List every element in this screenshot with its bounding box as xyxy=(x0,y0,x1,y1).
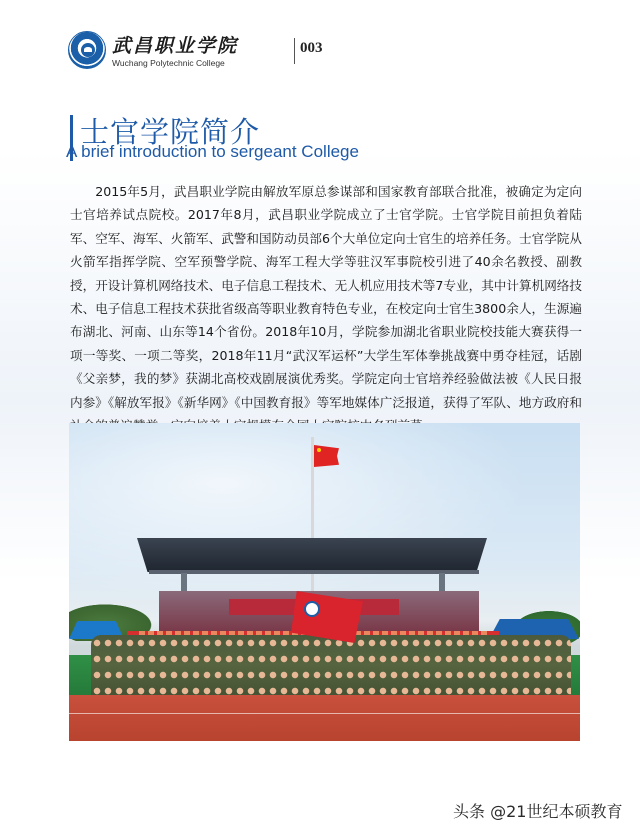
page-header xyxy=(68,30,348,74)
college-name-en: Wuchang Polytechnic College xyxy=(112,58,225,68)
intro-text xyxy=(70,180,582,437)
college-logo-icon xyxy=(68,31,106,69)
header-divider xyxy=(294,38,295,64)
grandstand-roof xyxy=(137,538,487,572)
group-photo xyxy=(69,423,580,741)
intro-paragraph: 2015年5月，武昌职业学院由解放军原总参谋部和国家教育部联合批准，被确定为定向士官培养试点院校。2017年8月，武昌职业学院成立了士官学院。士官学院目前担负着陆军、空军、海军、火箭军、武警和国防动员部6个大单位定向士官生的培养任务。士官学院从火箭军指挥学院、空军预警学院、海军工程大学等驻汉军事院校引进了40余名教授、副教授，开设计算机网络技术、电子信息工程技术、无人机应用技术等7专业，其中计算机网络技术、电子信息工程技术获批省级高等职业教育特色专业，在校定向士官生3800余人，生源遍布湖北、河南、山东等14个省份。2018年10月，学院参加湖北省职业院校技能大赛获得一项一等奖、一项二等奖，2018年11月“武汉军运杯”大学生军体拳挑战赛中勇夺桂冠，话剧《父亲梦，我的梦》获湖北高校戏剧展演优秀奖。学院定向士官培养经验做法被《人民日报内参》《解放军报》《新华网》《中国教育报》等军地媒体广泛报道，获得了军队、地方政府和 xyxy=(70,184,582,410)
photo-flagpole xyxy=(311,437,314,609)
section-title-cn: 士官学院简介 xyxy=(80,115,261,149)
grandstand-roof-edge xyxy=(149,570,479,574)
source-watermark: 头条 @21世纪本硕教育 xyxy=(453,802,623,821)
college-flag-logo-icon xyxy=(304,601,320,617)
college-name-cn: 武昌职业学院 xyxy=(112,35,239,57)
flag-star-icon xyxy=(317,448,321,452)
track-lane-line xyxy=(69,713,580,714)
running-track xyxy=(69,695,580,741)
section-title-en: A brief introduction to sergeant College xyxy=(66,142,359,161)
page-number: 003 xyxy=(300,40,323,56)
